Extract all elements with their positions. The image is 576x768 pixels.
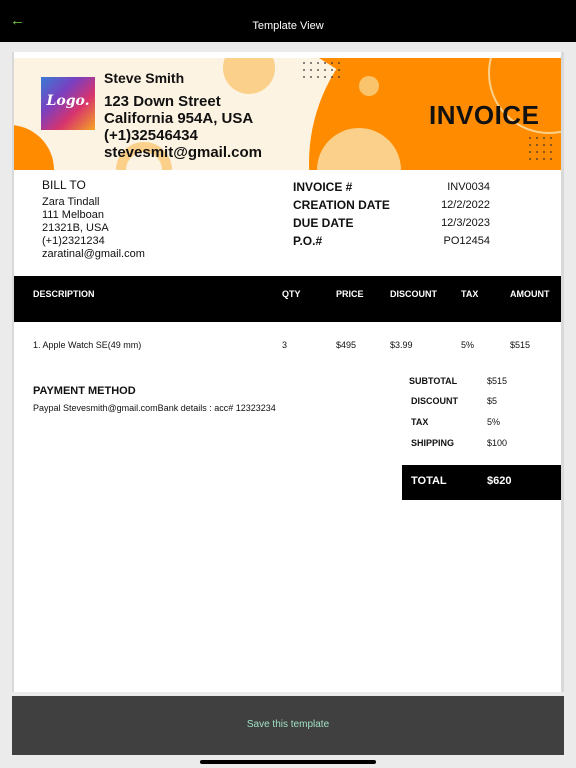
page-title: Template View — [252, 20, 324, 32]
bill-to-email: zaratinal@gmail.com — [42, 248, 145, 260]
item-description: 1. Apple Watch SE(49 mm) — [33, 340, 142, 350]
total-label: TOTAL — [411, 475, 447, 487]
top-bar — [0, 0, 576, 42]
total-box — [402, 465, 561, 500]
invoice-number-value: INV0034 — [447, 181, 490, 193]
tax-value: 5% — [487, 417, 501, 427]
col-tax: TAX — [461, 289, 479, 299]
company-address-line2: California 954A, USA — [104, 110, 254, 127]
subtotal-value: $515 — [487, 376, 508, 386]
item-tax: 5% — [461, 340, 475, 350]
col-description: DESCRIPTION — [33, 289, 95, 299]
due-date-value: 12/3/2023 — [441, 217, 490, 229]
col-discount: DISCOUNT — [390, 289, 437, 299]
bill-to-details — [42, 196, 145, 261]
save-template-button[interactable]: Save this template — [246, 719, 330, 730]
bill-to-street: 111 Melboan — [42, 209, 104, 221]
company-logo — [41, 77, 95, 130]
company-info — [104, 70, 262, 161]
shipping-value: $100 — [487, 438, 508, 448]
due-date-label: DUE DATE — [293, 216, 354, 230]
company-email: stevesmit@gmail.com — [104, 144, 263, 161]
invoice-sheet — [14, 52, 561, 692]
invoice-meta-values — [414, 178, 490, 250]
discount-value: $5 — [487, 396, 498, 406]
creation-date-label: CREATION DATE — [293, 198, 390, 212]
item-price: $495 — [336, 340, 357, 350]
bill-to-label: BILL TO — [42, 178, 86, 192]
logo-text: Logo. — [46, 93, 90, 109]
payment-method-detail: Paypal Stevesmith@gmail.comBank details : acc# 12323234 — [33, 403, 276, 413]
subtotal-label: SUBTOTAL — [409, 376, 458, 386]
discount-label: DISCOUNT — [411, 396, 458, 406]
item-discount: $3.99 — [390, 340, 413, 350]
creation-date-value: 12/2/2022 — [441, 199, 490, 211]
home-indicator — [200, 760, 376, 764]
invoice-number-label: INVOICE # — [293, 180, 353, 194]
company-name: Steve Smith — [104, 70, 185, 86]
item-qty: 3 — [282, 340, 288, 350]
back-arrow-icon[interactable]: ← — [10, 12, 25, 29]
item-amount: $515 — [510, 340, 531, 350]
bill-to-phone: (+1)2321234 — [42, 235, 105, 247]
payment-method-title: PAYMENT METHOD — [33, 385, 136, 397]
invoice-meta-labels — [293, 178, 390, 250]
items-table-header — [14, 276, 561, 322]
shipping-label: SHIPPING — [411, 438, 455, 448]
col-qty: QTY — [282, 289, 301, 299]
col-price: PRICE — [336, 289, 364, 299]
tax-label: TAX — [411, 417, 429, 427]
company-address-line1: 123 Down Street — [104, 93, 221, 110]
bill-to-city: 21321B, USA — [42, 222, 109, 234]
col-amount: AMOUNT — [510, 289, 550, 299]
bottom-bar — [12, 696, 564, 755]
po-number-value: PO12454 — [443, 235, 490, 247]
invoice-header-banner — [14, 58, 561, 170]
invoice-heading: INVOICE — [429, 100, 540, 130]
invoice-preview — [12, 52, 564, 692]
bill-to-name: Zara Tindall — [42, 196, 100, 208]
po-number-label: P.O.# — [293, 234, 323, 248]
total-value: $620 — [487, 475, 512, 487]
company-phone: (+1)32546434 — [104, 127, 198, 144]
